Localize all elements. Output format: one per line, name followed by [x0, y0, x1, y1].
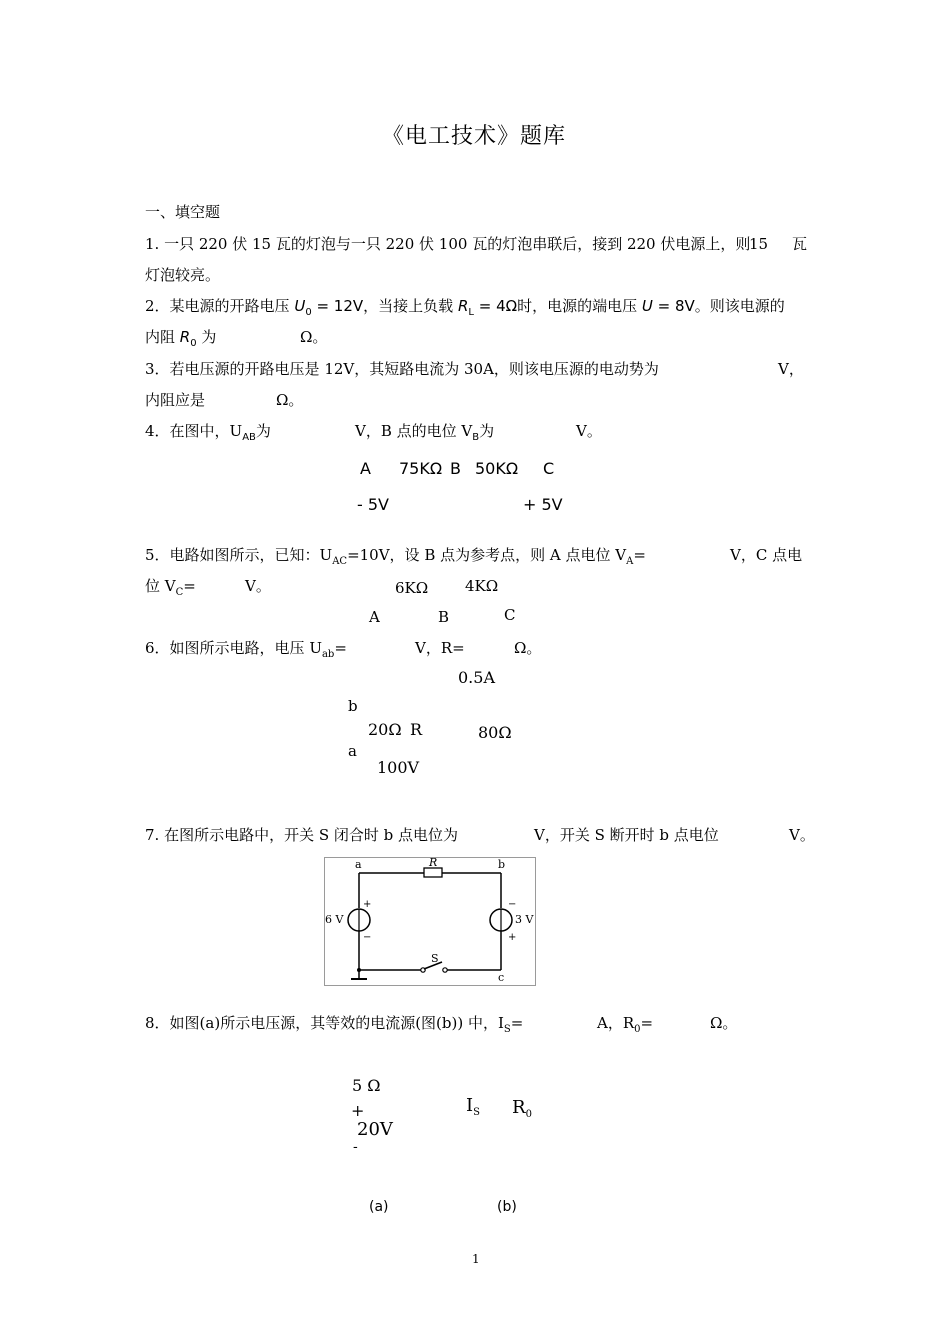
q2-text-line1 [145, 296, 785, 316]
q3-text-line2: 内阻应是 [145, 391, 206, 409]
q5-text-line1 [145, 545, 646, 565]
q6-unit: Ω。 [514, 639, 542, 657]
q8-unit: Ω。 [710, 1014, 738, 1032]
q5-text-e: 位 V [145, 577, 176, 595]
q8-eq1: = [510, 1014, 524, 1032]
q2-rl-symbol: R [457, 297, 469, 315]
q8-r0-fig-label [512, 1097, 532, 1118]
q7-right-minus: − [508, 899, 517, 910]
q2-u-symbol: U [641, 297, 653, 315]
q8-is-symbol-sub: S [473, 1107, 480, 1118]
q8-r0-symbol-sub: 0 [525, 1109, 532, 1120]
q6-text-c: V，R= [415, 639, 465, 657]
q6-node-a: a [348, 742, 357, 760]
q7-right-plus: + [508, 932, 517, 943]
q5-va-sub: A [626, 556, 634, 567]
q6-resistor-20: 20Ω [368, 720, 402, 739]
q3-unit2: Ω。 [276, 391, 304, 409]
q7-text-b: V，开关 S 断开时 b 点电位 [534, 826, 719, 844]
q2-u0-sub: 0 [305, 307, 312, 318]
q4-voltage-right: + 5V [523, 495, 563, 514]
q5-eq1: = [633, 546, 646, 564]
q8-r0-symbol: R [512, 1097, 526, 1118]
q5-ac-sub: AC [332, 556, 348, 567]
q4-ab-sub: AB [242, 432, 256, 443]
section-heading: 一、填空题 [145, 203, 221, 221]
q8-resistor-5: 5 Ω [352, 1076, 381, 1095]
q1-text-line1: 1. 一只 220 伏 15 瓦的灯泡与一只 220 伏 100 瓦的灯泡串联后，接到 220 伏电源上，则 [145, 235, 751, 253]
q5-text-a: 5．电路如图所示，已知：U [145, 546, 333, 564]
q2-text-d: = 8V。则该电源的 [657, 297, 785, 315]
q4-node-c: C [543, 459, 555, 478]
q5-text-d: V，C 点电 [730, 546, 803, 564]
q5-node-b: B [438, 608, 450, 626]
q5-vc-sub: C [175, 587, 184, 598]
q5-node-c: C [504, 606, 516, 624]
q7-resistor [424, 868, 442, 877]
q8-caption-a: (a) [369, 1199, 389, 1215]
q8-is-label [466, 1095, 480, 1116]
q2-text-e: 内阻 [145, 328, 176, 346]
q7-voltage-right: 3 V [515, 913, 534, 926]
q6-resistor-r: R [410, 720, 423, 739]
q7-voltage-left: 6 V [325, 913, 344, 926]
q8-voltage: 20V [357, 1119, 393, 1140]
q5-eq2: = [183, 577, 196, 595]
q7-text-a: 7. 在图所示电路中，开关 S 闭合时 b 点电位为 [145, 826, 459, 844]
q7-node-b: b [498, 858, 506, 871]
q4-wei1: 为 [255, 422, 271, 440]
q4-text-c [355, 421, 494, 441]
q7-circuit-diagram [325, 858, 535, 985]
q2-text-line2 [145, 327, 216, 347]
q1-unit: 瓦 [792, 235, 808, 253]
q5-text-line2 [145, 576, 196, 596]
q8-text-a [145, 1013, 523, 1033]
q2-text-c: = 4Ω时，电源的端电压 [478, 297, 638, 315]
page-title: 《电工技术》题库 [382, 124, 567, 149]
q2-u0-symbol: U [294, 297, 306, 315]
q8-is-sub: S [503, 1024, 511, 1035]
page-number: 1 [472, 1252, 480, 1266]
q8-caption-b: (b) [497, 1199, 517, 1215]
q5-text-b: =10V，设 B 点为参考点，则 A 点电位 V [347, 546, 627, 564]
q8-plus: + [351, 1101, 365, 1120]
q4-label: 4．在图中，U [145, 422, 243, 440]
q4-node-b: B [450, 459, 461, 478]
q6-resistor-80: 80Ω [478, 723, 512, 742]
q4-unit: V。 [576, 422, 602, 440]
q4-vb-label: V，B 点的电位 V [355, 422, 473, 440]
q2-r0-symbol: R [179, 328, 191, 346]
q8-is-symbol: I [466, 1095, 474, 1116]
q7-resistor-label: R [429, 856, 438, 869]
q2-text-b: = 12V，当接上负载 [316, 297, 454, 315]
q7-node-a: a [355, 858, 362, 871]
q6-voltage: 100V [377, 758, 420, 777]
q2-text-f: 为 [201, 328, 217, 346]
q6-ab-sub: ab [321, 649, 335, 660]
q4-wei2: 为 [479, 422, 495, 440]
q5-resistor-4k: 4KΩ [465, 577, 499, 595]
q6-current: 0.5A [458, 668, 495, 687]
q6-eq: = [334, 639, 347, 657]
q5-resistor-6k: 6KΩ [395, 579, 429, 597]
q6-label: 6．如图所示电路，电压 U [145, 639, 322, 657]
q7-circuit-figure [324, 857, 536, 986]
q4-node-a: A [360, 459, 371, 478]
q3-text-line1: 3．若电压源的开路电压是 12V，其短路电流为 30A，则该电压源的电动势为 [145, 360, 659, 378]
q4-resistor-75k: 75KΩ [399, 459, 443, 478]
q7-node-c: c [498, 971, 505, 984]
q4-voltage-left: - 5V [357, 495, 389, 514]
q8-r0-sub: 0 [634, 1024, 641, 1035]
q4-resistor-50k: 50KΩ [475, 459, 519, 478]
q1-text-line2: 灯泡较亮。 [145, 266, 221, 284]
q2-rl-sub: L [468, 307, 474, 318]
q7-left-plus: + [363, 899, 372, 910]
q6-text-a [145, 638, 347, 658]
q1-answer: 15 [749, 235, 769, 253]
q2-r0-sub: 0 [190, 338, 197, 349]
q2-unit: Ω。 [300, 328, 328, 346]
q5-node-a: A [369, 608, 380, 626]
q8-text-c [597, 1013, 653, 1033]
q2-text-a: 2．某电源的开路电压 [145, 297, 290, 315]
q7-left-minus: − [363, 932, 372, 943]
q4-text-a [145, 421, 271, 441]
q8-eq2: = [640, 1014, 654, 1032]
q7-switch-label: S [431, 952, 439, 965]
q3-unit1: V， [778, 360, 804, 378]
q8-r0-label: A，R [597, 1014, 635, 1032]
q4-vb-sub: B [472, 432, 480, 443]
q6-node-b: b [348, 697, 358, 715]
q8-label: 8．如图(a)所示电压源，其等效的电流源(图(b)) 中，I [145, 1014, 504, 1032]
q8-minus: - [353, 1139, 358, 1155]
q5-unit: V。 [245, 577, 271, 595]
q7-unit: V。 [789, 826, 815, 844]
